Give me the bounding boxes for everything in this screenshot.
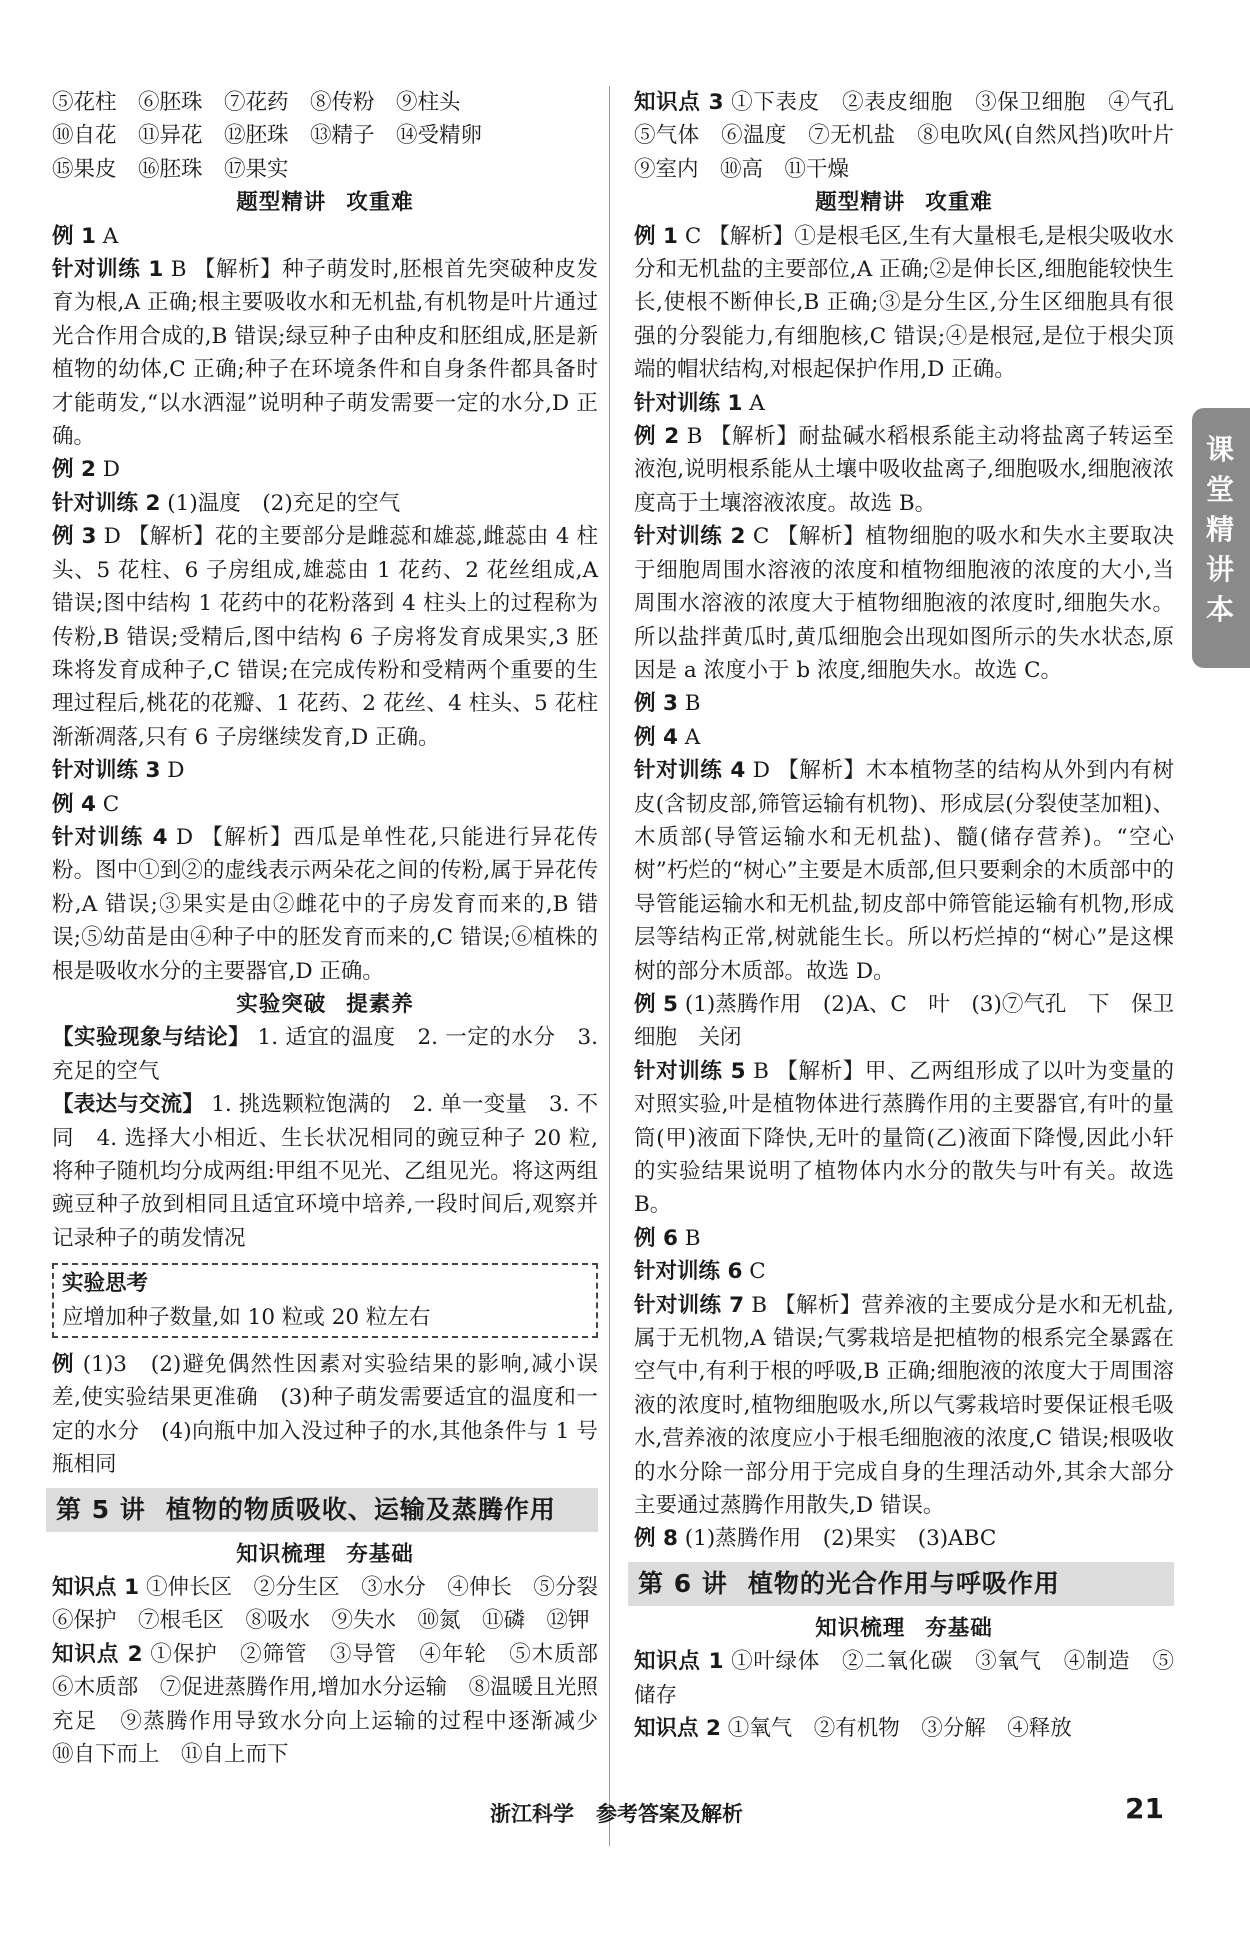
entry-text: ①下表皮 ②表皮细胞 ③保卫细胞 ④气孔 ⑤气体 ⑥温度 ⑦无机盐 ⑧电吹风(自然风挡)吹叶片 ⑨室内 ⑩高 ⑪干燥 [634,90,1196,182]
entry-text: ⑮果皮 ⑯胚珠 ⑰果实 [52,156,289,182]
answer-entry [52,1348,598,1482]
entry-label: 针对训练 1 [52,257,164,283]
answer-entry [52,1021,598,1088]
entry-label: 例 1 [52,223,96,249]
lecture-name: 植物的物质吸收、运输及蒸腾作用 [165,1494,556,1524]
side-tab-label: 课堂精讲本 [1205,433,1234,626]
answer-entry [52,220,598,253]
entry-text: ⑤花柱 ⑥胚珠 ⑦花药 ⑧传粉 ⑨柱头 [52,90,461,115]
entry-label: 例 4 [52,791,96,817]
entry-text: 1. 挑选颗粒饱满的 2. 单一变量 3. 不同 4. 选择大小相近、生长状况相同的豌豆种子 20 粒,将种子随机均分成两组:甲组不见光、乙组见光。将这两组豌豆种子放到相同且适宜环境中培养,一段时间后,观察并记录种子的萌发情况 [52,1092,598,1251]
footer-doc-title: 参考答案及解析 [596,1802,743,1826]
lecture-title [628,1562,1174,1606]
entry-text: ①保护 ②筛管 ③导管 ④年轮 ⑤木质部 ⑥木质部 ⑦促进蒸腾作用,增加水分运输 ⑧温暖且光照充足 ⑨蒸腾作用导致水分向上运输的过程中逐渐减少 ⑩自下而上 ⑪自上而下 [52,1641,620,1768]
entry-text: B [684,691,701,717]
entry-label: 【实验现象与结论】 [52,1025,251,1051]
section-heading-part: 夯基础 [346,1541,414,1567]
section-heading-part: 实验突破 [236,991,327,1017]
answer-entry [634,86,1196,186]
answer-entry [52,1571,620,1638]
entry-label: 例 5 [634,991,678,1017]
entry-label: 针对训练 3 [52,758,161,784]
answer-entry [634,1712,1174,1745]
answer-entry [52,1088,598,1255]
entry-label: 例 3 [634,691,678,717]
entry-label: 【表达与交流】 [52,1092,205,1118]
entry-text: D 【解析】木本植物茎的结构从外到内有树皮(含韧皮部,筛管运输有机物)、形成层(分裂使茎加粗)、木质部(导管运输水和无机盐)、髓(储存营养)。“空心树”朽烂的“树心”主要是木质部,但只要剩余的木质部中的导管能运输水和无机盐,韧皮部中筛管能运输有机物,形成层等结构正常,树就能生长。所以朽烂掉的“树心”是这棵树的部分木质部。故选 D。 [634,758,1174,984]
entry-label: 针对训练 2 [634,524,746,550]
entry-label: 针对训练 4 [634,758,746,784]
lecture-number: 第 6 讲 [638,1568,728,1598]
answer-entry [634,387,1174,420]
answer-entry [52,520,598,754]
answer-entry [52,821,598,988]
lecture-name: 植物的光合作用与呼吸作用 [747,1568,1060,1598]
entry-text: C [102,791,120,817]
section-heading-part: 题型精讲 [236,190,327,216]
section-heading-part: 夯基础 [925,1615,993,1641]
answer-entry [634,1055,1174,1222]
answer-entry [52,119,598,152]
side-tab [1192,408,1250,668]
answer-entry [52,153,598,186]
answer-entry [52,487,598,520]
entry-text: ①氧气 ②有机物 ③分解 ④释放 [727,1716,1072,1742]
entry-text: (1)蒸腾作用 (2)果实 (3)ABC [684,1526,997,1552]
box-title: 实验思考 [62,1271,149,1297]
entry-label: 例 4 [634,724,678,750]
left-column [52,86,620,1772]
section-heading [52,1538,598,1571]
section-heading [52,988,598,1021]
entry-label: 例 [52,1352,75,1378]
entry-label: 例 6 [634,1225,678,1251]
answer-entry [634,988,1174,1055]
section-heading [634,1612,1174,1645]
entry-label: 知识点 1 [52,1575,140,1601]
answer-entry [52,453,598,486]
entry-label: 针对训练 7 [634,1292,745,1318]
section-heading-part: 知识梳理 [236,1541,327,1567]
box-text: 应增加种子数量,如 10 粒或 20 粒左右 [62,1304,431,1330]
section-heading-part: 提素养 [346,991,414,1017]
answer-entry [634,520,1174,687]
entry-text: ⑩自花 ⑪异花 ⑫胚珠 ⑬精子 ⑭受精卵 [52,123,483,149]
entry-label: 针对训练 2 [52,490,161,516]
page-footer [0,1792,1250,1858]
entry-text: A [102,223,119,249]
answer-entry [634,1222,1174,1255]
entry-text: B [684,1225,701,1251]
answer-entry [634,687,1174,720]
entry-text: (1)温度 (2)充足的空气 [167,490,401,516]
footer-subject: 浙江科学 [490,1802,574,1826]
entry-text: B 【解析】耐盐碱水稻根系能主动将盐离子转运至液泡,说明根系能从土壤中吸收盐离子,细胞吸水,细胞液浓度高于土壤溶液浓度。故选 B。 [634,424,1174,516]
entry-label: 知识点 2 [52,1641,143,1667]
entry-label: 例 3 [52,524,97,550]
entry-text: C 【解析】①是根毛区,生有大量根毛,是根尖吸收水分和无机盐的主要部位,A 正确;②是伸长区,细胞能较快生长,使根不断伸长,B 正确;③是分生区,分生区细胞具有很强的分裂能力,有细胞核,C 错误;④是根冠,是位于根尖顶端的帽状结构,对根起保护作用,D 正确。 [634,223,1174,383]
answer-entry [52,754,598,787]
entry-label: 知识点 3 [634,90,724,115]
answer-entry [52,253,598,453]
section-heading [634,186,1174,219]
section-heading [52,186,598,219]
entry-text: D 【解析】西瓜是单性花,只能进行异花传粉。图中①到②的虚线表示两朵花之间的传粉,属于异花传粉,A 错误;③果实是由②雌花中的子房发育而来的,B 错误;⑤幼苗是由④种子中的胚发育而来的,C 错误;⑥植株的根是吸收水分的主要器官,D 正确。 [52,824,598,984]
entry-label: 例 8 [634,1526,678,1552]
entry-text: B 【解析】营养液的主要成分是水和无机盐,属于无机物,A 错误;气雾栽培是把植物的根系完全暴露在空气中,有利于根的呼吸,B 正确;细胞液的浓度大于周围溶液的浓度时,植物细胞吸水,所以气雾栽培时要保证根毛吸水,营养液的浓度应小于根毛细胞液的浓度,C 错误;根吸收的水分除一部分用于完成自身的生理活动外,其余大部分主要通过蒸腾作用散失,D 错误。 [634,1292,1174,1519]
page-number: 21 [1125,1792,1164,1825]
answer-entry [52,86,598,119]
entry-text: B 【解析】甲、乙两组形成了以叶为变量的对照实验,叶是植物体进行蒸腾作用的主要器官,有叶的量筒(甲)液面下降快,无叶的量筒(乙)液面下降慢,因此小轩的实验结果说明了植物体内水分的散失与叶有关。故选 B。 [634,1058,1174,1218]
section-heading-part: 攻重难 [346,190,414,216]
footer-title [490,1798,765,1828]
entry-label: 例 2 [634,424,680,450]
entry-text: (1)3 (2)避免偶然性因素对实验结果的影响,减小误差,使实验结果更准确 (3)种子萌发需要适宜的温度和一定的水分 (4)向瓶中加入没过种子的水,其他条件与 1 号瓶相同 [52,1352,598,1478]
answer-entry [52,1638,620,1772]
section-heading-part: 知识梳理 [815,1615,906,1641]
answer-entry [634,1522,1174,1555]
entry-text: D [167,758,185,784]
entry-text: A [684,724,701,750]
experiment-thinking-box [52,1263,598,1338]
entry-text: C 【解析】植物细胞的吸水和失水主要取决于细胞周围水溶液的浓度和植物细胞液的浓度的大小,当周围水溶液的浓度大于植物细胞液的浓度时,细胞失水。所以盐拌黄瓜时,黄瓜细胞会出现如图所示的失水状态,原因是 a 浓度小于 b 浓度,细胞失水。故选 C。 [634,524,1174,683]
entry-label: 例 1 [634,223,679,249]
entry-text: C [749,1259,766,1285]
entry-text: ①叶绿体 ②二氧化碳 ③氧气 ④制造 ⑤储存 [634,1649,1174,1708]
entry-label: 针对训练 1 [634,390,743,416]
entry-label: 针对训练 5 [634,1058,746,1084]
entry-label: 针对训练 4 [52,824,168,850]
entry-label: 例 2 [52,457,96,483]
entry-text: A [749,390,765,416]
answer-entry [634,754,1174,988]
entry-label: 知识点 2 [634,1716,721,1742]
lecture-title [46,1488,598,1532]
answer-entry [634,420,1174,520]
answer-entry [634,721,1174,754]
entry-text: (1)蒸腾作用 (2)A、C 叶 (3)⑦气孔 下 保卫细胞 关闭 [634,991,1174,1051]
entry-text: 1. 适宜的温度 2. 一定的水分 3. 充足的空气 [52,1025,598,1084]
answer-entry [52,788,598,821]
answer-entry [634,1289,1174,1523]
section-heading-part: 攻重难 [925,190,993,216]
answer-entry [634,220,1174,387]
section-heading-part: 题型精讲 [815,190,906,216]
right-column [634,86,1196,1746]
entry-label: 知识点 1 [634,1649,724,1675]
entry-label: 针对训练 6 [634,1259,743,1285]
answer-entry [634,1255,1174,1288]
answer-entry [634,1645,1174,1712]
entry-text: B 【解析】种子萌发时,胚根首先突破种皮发育为根,A 正确;根主要吸收水和无机盐,有机物是叶片通过光合作用合成的,B 错误;绿豆种子由种皮和胚组成,胚是新植物的幼体,C 正确;种子在环境条件和自身条件都具备时才能萌发,“以水洒湿”说明种子萌发需要一定的水分,D 正确。 [52,257,598,450]
lecture-number: 第 5 讲 [56,1494,146,1524]
entry-text: D [102,457,121,483]
entry-text: ①伸长区 ②分生区 ③水分 ④伸长 ⑤分裂 ⑥保护 ⑦根毛区 ⑧吸水 ⑨失水 ⑩氮 ⑪磷 ⑫钾 [52,1575,620,1634]
entry-text: D 【解析】花的主要部分是雌蕊和雄蕊,雌蕊由 4 柱头、5 花柱、6 子房组成,雄蕊由 1 花药、2 花丝组成,A 错误;图中结构 1 花药中的花粉落到 4 柱头上的过程称为传粉,B 错误;受精后,图中结构 6 子房将发育成果实,3 胚珠将发育成种子,C 错误;在完成传粉和受精两个重要的生理过程后,桃花的花瓣、1 花药、2 花丝、4 柱头、5 花柱渐渐凋落,只有 6 子房继续发育,D 正确。 [52,524,598,750]
